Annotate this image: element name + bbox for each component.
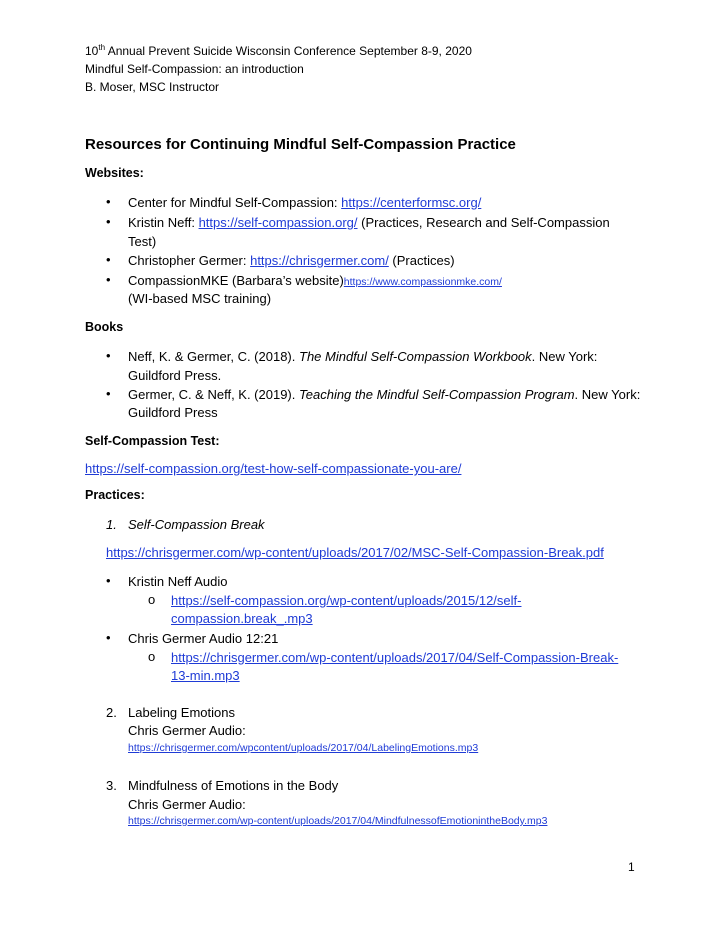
link-emotions-body-audio[interactable]: https://chrisgermer.com/wp-content/uploads/2017/04/MindfulnessofEmotionintheBody.mp3 bbox=[128, 815, 548, 827]
practice-2-number: 2. bbox=[106, 705, 117, 720]
website-item-neff-cont: Test) bbox=[128, 234, 157, 249]
audio-label-neff: Kristin Neff Audio bbox=[128, 574, 228, 589]
practice-2-sub: Chris Germer Audio: bbox=[128, 723, 246, 738]
page-title: Resources for Continuing Mindful Self-Compassion Practice bbox=[85, 136, 516, 153]
bullet-icon: • bbox=[106, 252, 111, 267]
link-self-compassion[interactable]: https://self-compassion.org/ bbox=[198, 215, 358, 230]
header-line-3: B. Moser, MSC Instructor bbox=[85, 80, 220, 94]
bullet-icon: • bbox=[106, 630, 111, 645]
books-heading: Books bbox=[85, 320, 124, 334]
page-number: 1 bbox=[628, 860, 635, 874]
header-line-1: 10th Annual Prevent Suicide Wisconsin Conference September 8-9, 2020 bbox=[85, 43, 472, 58]
websites-heading: Websites: bbox=[85, 166, 144, 180]
test-heading: Self-Compassion Test: bbox=[85, 434, 220, 448]
link-labeling-emotions-audio[interactable]: https://chrisgermer.com/wpcontent/uploads/2017/04/LabelingEmotions.mp3 bbox=[128, 742, 479, 754]
link-self-compassion-break-pdf[interactable]: https://chrisgermer.com/wp-content/uploads/2017/02/MSC-Self-Compassion-Break.pdf bbox=[106, 545, 604, 560]
practices-heading: Practices: bbox=[85, 488, 145, 502]
sub-bullet-icon: o bbox=[148, 592, 156, 607]
book-item-teaching-cont: Guildford Press bbox=[128, 405, 218, 420]
header-line-2: Mindful Self-Compassion: an introduction bbox=[85, 62, 304, 76]
website-item-neff: Kristin Neff: https://self-compassion.org/ (Practices, Research and Self-Compassion bbox=[128, 215, 610, 230]
practice-1-title: Self-Compassion Break bbox=[128, 517, 265, 532]
website-item-cmsc: Center for Mindful Self-Compassion: https://centerformsc.org/ bbox=[128, 195, 482, 210]
website-item-compassionmke: CompassionMKE (Barbara’s website)https://www.compassionmke.com/ bbox=[128, 273, 502, 288]
link-neff-audio-2[interactable]: compassion.break_.mp3 bbox=[171, 611, 313, 626]
link-germer-audio-2[interactable]: 13-min.mp3 bbox=[171, 668, 240, 683]
practice-3-number: 3. bbox=[106, 778, 117, 793]
bullet-icon: • bbox=[106, 573, 111, 588]
bullet-icon: • bbox=[106, 386, 111, 401]
link-self-compassion-test[interactable]: https://self-compassion.org/test-how-self-compassionate-you-are/ bbox=[85, 461, 462, 476]
link-centerformsc[interactable]: https://centerformsc.org/ bbox=[341, 195, 482, 210]
link-neff-audio-1[interactable]: https://self-compassion.org/wp-content/uploads/2015/12/self- bbox=[171, 593, 522, 608]
website-item-compassionmke-cont: (WI-based MSC training) bbox=[128, 291, 272, 306]
practice-2-title: Labeling Emotions bbox=[128, 705, 235, 720]
link-compassionmke[interactable]: https://www.compassionmke.com/ bbox=[343, 276, 502, 288]
book-item-workbook: Neff, K. & Germer, C. (2018). The Mindful Self-Compassion Workbook. New York: bbox=[128, 349, 598, 364]
bullet-icon: • bbox=[106, 214, 111, 229]
link-chrisgermer[interactable]: https://chrisgermer.com/ bbox=[250, 253, 389, 268]
practice-3-sub: Chris Germer Audio: bbox=[128, 797, 246, 812]
sub-bullet-icon: o bbox=[148, 649, 156, 664]
bullet-icon: • bbox=[106, 348, 111, 363]
book-item-workbook-cont: Guildford Press. bbox=[128, 368, 222, 383]
bullet-icon: • bbox=[106, 272, 111, 287]
practice-3-title: Mindfulness of Emotions in the Body bbox=[128, 778, 339, 793]
practice-1-number: 1. bbox=[106, 517, 117, 532]
audio-label-germer: Chris Germer Audio 12:21 bbox=[128, 631, 279, 646]
bullet-icon: • bbox=[106, 194, 111, 209]
link-germer-audio-1[interactable]: https://chrisgermer.com/wp-content/uploads/2017/04/Self-Compassion-Break- bbox=[171, 650, 619, 665]
book-item-teaching: Germer, C. & Neff, K. (2019). Teaching the Mindful Self-Compassion Program. New York: bbox=[128, 387, 641, 402]
website-item-germer: Christopher Germer: https://chrisgermer.com/ (Practices) bbox=[128, 253, 455, 268]
